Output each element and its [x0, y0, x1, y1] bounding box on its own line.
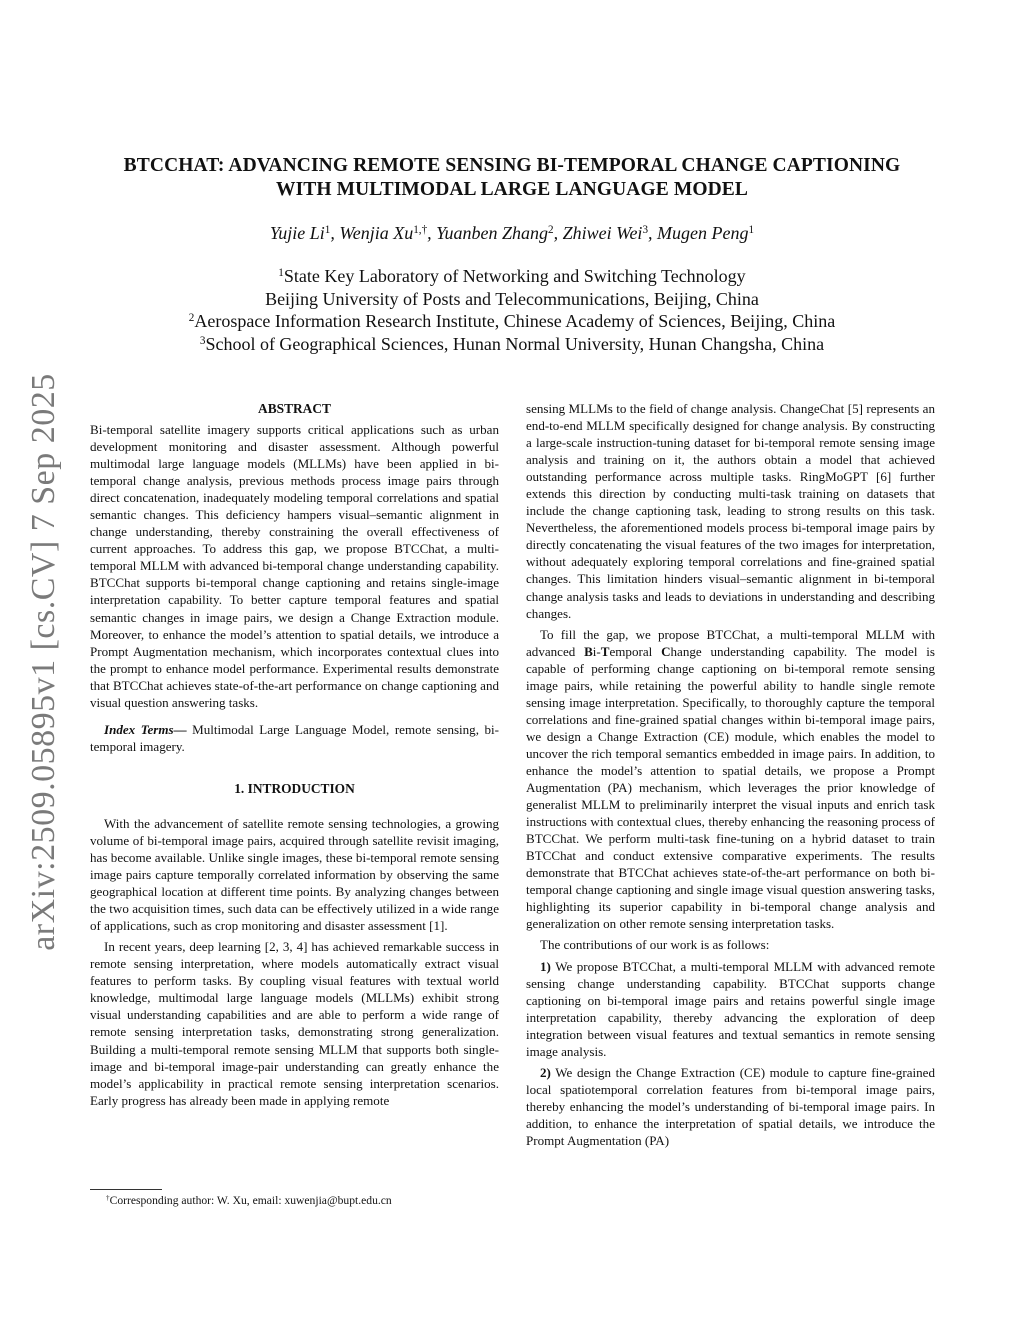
contribution-1 — [526, 958, 935, 1060]
affiliation-mark: 1 — [278, 266, 284, 279]
contribution-2 — [526, 1064, 935, 1149]
introduction-heading: 1. INTRODUCTION — [234, 780, 355, 796]
title-line-1: BTCCHAT: ADVANCING REMOTE SENSING BI-TEMPORAL CHANGE CAPTIONING — [123, 155, 901, 176]
index-terms-label: Index Terms— — [104, 721, 187, 737]
author-affiliation-mark: 2 — [548, 223, 554, 236]
affiliation-2 — [90, 310, 934, 333]
arxiv-identifier-stamp: arXiv:2509.05895v1 [cs.CV] 7 Sep 2025 — [25, 373, 62, 951]
left-column — [90, 400, 499, 1109]
paper-title — [90, 154, 934, 202]
title-line-2: WITH MULTIMODAL LARGE LANGUAGE MODEL — [275, 179, 749, 200]
author-affiliation-mark: 1 — [324, 223, 331, 236]
contribution-number: 2) — [540, 1064, 551, 1080]
affiliation-3 — [90, 333, 934, 356]
affiliation-text: Aerospace Information Research Institute, Chinese Academy of Sciences, Beijing, China — [194, 311, 836, 331]
index-terms — [90, 721, 499, 755]
affiliation-mark: 2 — [188, 311, 195, 324]
affiliation-text: State Key Laboratory of Networking and Switching Technology — [283, 266, 746, 286]
corresponding-author-footnote — [106, 1193, 392, 1208]
contribution-number: 1) — [540, 958, 551, 974]
affiliation-text: School of Geographical Sciences, Hunan Normal University, Hunan Changsha, China — [205, 333, 825, 354]
emphasis-letter: T — [600, 643, 610, 659]
contribution-text: We propose BTCChat, a multi-temporal MLLM with advanced remote sensing change understanding capability. BTCChat supports change captioning on bi-temporal image pairs and retains powerful single image interpretation capability, thereby advancing the exploration of deep integration between visual features and textual semantics in remote sensing image analysis. — [526, 958, 936, 1059]
intro-paragraph-4 — [526, 626, 935, 933]
intro-paragraph-3: sensing MLLMs to the field of change analysis. ChangeChat [5] represents an end-to-end MLLM specifically designed for change analysis. By constructing a large-scale instruction-tuning dataset for bi-temporal remote sensing image analysis and training on it, the authors obtain a model that achieved outstanding performance across multiple tasks. RingMoGPT [6] further extends this direction by conducting multi-task training on datasets that include the change captioning task, leading to strong results on this task. Nevertheless, the aforementioned models process bi-temporal image pairs by directly concatenating the visual features of the two images for interpretation, without adequately exploring temporal correlations and fine-grained spatial changes. This limitation hinders visual–semantic alignment in bi-temporal change analysis tasks and leads to deviations in understanding and describing changes. — [526, 401, 935, 621]
paragraph-text: To fill the gap, we propose BTCChat, a multi-temporal MLLM with advanced — [526, 626, 935, 659]
footnote-divider — [90, 1189, 162, 1190]
author-name: Yuanben Zhang — [436, 223, 549, 243]
abstract-text: Bi-temporal satellite imagery supports critical applications such as urban development monitoring and disaster assessment. Although powerful multimodal large language models (MLLMs) have been applied in bi-temporal change analysis, previous methods process image pairs through direct concatenation, inadequately modeling temporal correlations and spatial semantic changes. This deficiency hampers visual–semantic alignment in change understanding, thereby constraining the overall effectiveness of current approaches. To address this gap, we propose BTCChat, a multi-temporal MLLM with advanced bi-temporal change understanding capability. BTCChat supports bi-temporal change captioning and retains single-image interpretation capability. To better capture temporal features and spatial semantic changes in image pairs, we design a Change Extraction module. Moreover, to enhance the model’s attention to spatial details, we introduce a Prompt Augmentation mechanism, which incorporates contextual clues into the prompt to enhance model performance. Experimental results demonstrate that BTCChat achieves state-of-the-art performance on change captioning and visual question answering tasks. — [90, 422, 499, 710]
affiliation-1-line-1 — [90, 265, 934, 288]
emphasis-letter: C — [661, 643, 671, 659]
author-affiliation-mark: 3 — [642, 223, 649, 236]
author-affiliation-mark: 1,† — [413, 223, 428, 236]
author-name: Zhiwei Wei — [562, 223, 643, 243]
abstract-heading: ABSTRACT — [258, 401, 331, 416]
author-affiliation-mark: 1 — [748, 223, 755, 236]
contributions-intro: The contributions of our work is as follows: — [540, 937, 770, 953]
author-name: Wenjia Xu — [339, 223, 414, 243]
index-terms-text: Multimodal Large Language Model, remote sensing, bi-temporal imagery. — [90, 721, 499, 754]
author-name: Mugen Peng — [657, 223, 749, 243]
author-list: Yujie Li$^1$, Wenjia $Xu^{1,\dagger}$, Yuanben Zhang$^2$, Zhiwei Wei$^3$, Mugen Peng$^1$ — [269, 223, 755, 243]
affiliations — [90, 265, 934, 355]
paragraph-text: emporal — [609, 643, 662, 659]
author-name: Yujie Li — [269, 223, 325, 243]
intro-paragraph-1: With the advancement of satellite remote sensing technologies, a growing volume of bi-temporal image pairs, acquired through satellite revisit imaging, has become available. Unlike single images, these bi-temporal remote sensing image pairs capture temporally correlated information by observing the same geographical location at different time points. By analyzing changes between the two acquisition times, such data can be effectively utilized in a wide range of applications, such as crop monitoring and disaster assessment [1]. — [90, 815, 499, 934]
paragraph-text: hange understanding capability. The model is capable of performing change captioning on bi-temporal remote sensing image pairs, while retaining the powerful ability to handle single remote sensing image interpretation. Specifically, to thoroughly capture the temporal correlations and fine-grained spatial changes within bi-temporal image pairs, we design a Change Extraction (CE) module, which enables the model to uncover the rich temporal semantics embedded in image pairs. In addition, to enhance the model’s attention to spatial details, we propose a Prompt Augmentation (PA) mechanism, which leverages the prior knowledge of generalist MLLM to preliminarily interpret the visual inputs and enrich task instructions with contextual clues, thereby enhancing the reasoning process of BTCChat. We perform multi-task fine-tuning on a hybrid dataset to train BTCChat and conduct extensive comparative experiments. The results demonstrate that BTCChat achieves state-of-the-art performance on both bi-temporal change captioning and single image visual question answering tasks, highlighting its superior capability in bi-temporal change analysis and generalization on other remote sensing interpretation tasks. — [526, 643, 935, 932]
right-column — [526, 400, 935, 1149]
emphasis-letter: B — [584, 643, 593, 659]
contribution-text: We design the Change Extraction (CE) module to capture fine-grained local spatiotemporal correlation features from bi-temporal image pairs, thereby enhancing the model’s understanding of bi-temporal image pairs. In addition, to enhance the interpretation of spatial details, we introduce the Prompt Augmentation (PA) — [526, 1064, 935, 1148]
paragraph-text: i- — [592, 643, 601, 659]
intro-paragraph-2: In recent years, deep learning [2, 3, 4] has achieved remarkable success in remote sensing interpretation, where models automatically extract visual features to perform tasks. By coupling visual features with textual world knowledge, multimodal large language models (MLLMs) exhibit strong visual understanding capabilities and are able to perform a wide range of remote sensing interpretation tasks, demonstrating strong generalization. Building a multi-temporal remote sensing MLLM that supports both single-image and bi-temporal image-pair understanding can greatly enhance the model’s applicability in practical remote sensing interpretation scenarios. Early progress has already been made in applying remote — [90, 939, 499, 1108]
affiliation-mark: 3 — [199, 334, 206, 347]
footnote-mark: † — [106, 1194, 110, 1203]
footnote-text: Corresponding author: W. Xu, email: xuwenjia@bupt.edu.cn — [109, 1194, 392, 1207]
affiliation-1-line-2: Beijing University of Posts and Telecommunications, Beijing, China — [265, 288, 759, 309]
